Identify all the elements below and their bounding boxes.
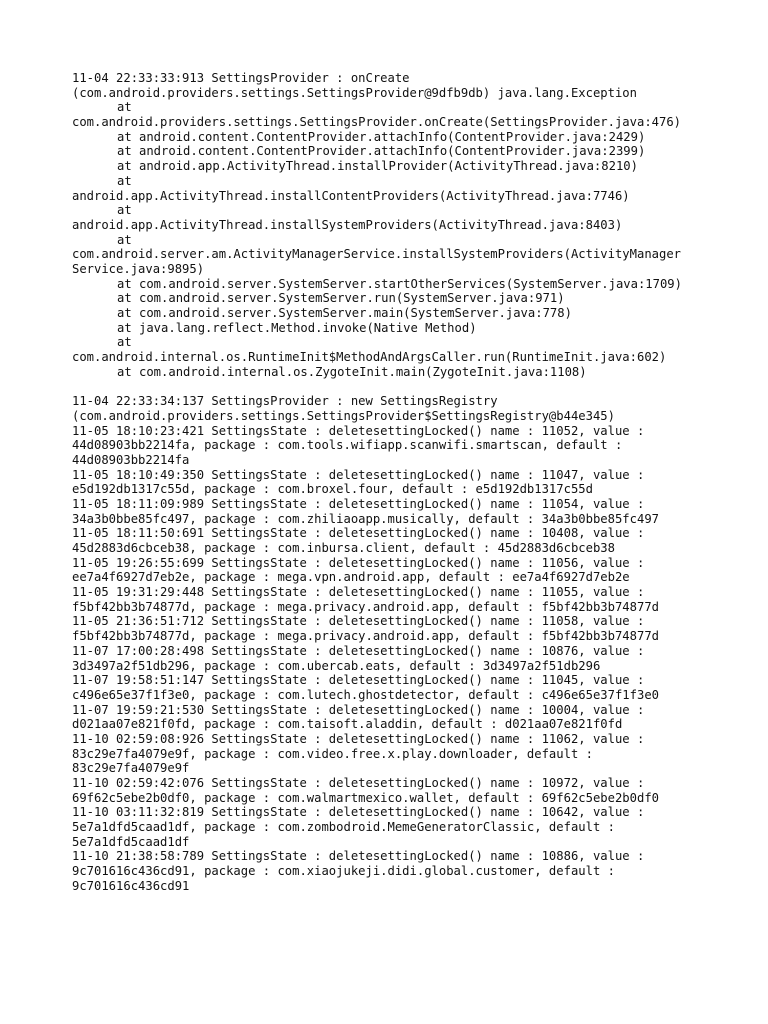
log-line: at com.android.server.SystemServer.main(SystemServer.java:778) (117, 306, 572, 320)
log-line: at (117, 232, 132, 247)
log-line: 5e7a1dfd5caad1df (72, 834, 190, 849)
log-line: d021aa07e821f0fd, package : com.taisoft.aladdin, default : d021aa07e821f0fd (72, 717, 623, 732)
log-line: 11-05 18:10:49:350 SettingsState : deletesettingLocked() name : 11047, value : (72, 467, 645, 482)
log-line: 11-07 19:59:21:530 SettingsState : deletesettingLocked() name : 10004, value : (72, 702, 645, 717)
log-line: (com.android.providers.settings.SettingsProvider@9dfb9db) java.lang.Exception (72, 85, 637, 100)
log-line: 11-10 03:11:32:819 SettingsState : deletesettingLocked() name : 10642, value : (72, 805, 645, 820)
log-line: 83c29e7fa4079e9f, package : com.video.free.x.play.downloader, default : (72, 746, 593, 761)
log-line: at (117, 335, 132, 350)
log-line: 11-07 17:00:28:498 SettingsState : deletesettingLocked() name : 10876, value : (72, 643, 645, 658)
log-line: 11-05 18:11:09:989 SettingsState : deletesettingLocked() name : 11054, value : (72, 496, 645, 511)
log-line: e5d192db1317c55d, package : com.broxel.four, default : e5d192db1317c55d (72, 482, 593, 497)
log-line: f5bf42bb3b74877d, package : mega.privacy.android.app, default : f5bf42bb3b74877d (72, 629, 659, 644)
log-line: c496e65e37f1f3e0, package : com.lutech.ghostdetector, default : c496e65e37f1f3e0 (72, 687, 659, 702)
log-line: com.android.internal.os.RuntimeInit$MethodAndArgsCaller.run(RuntimeInit.java:602) (72, 350, 667, 365)
log-line: 11-04 22:33:33:913 SettingsProvider : onCreate (72, 71, 410, 85)
log-line: 44d08903bb2214fa, package : com.tools.wifiapp.scanwifi.smartscan, default : (72, 438, 623, 453)
log-line: at android.content.ContentProvider.attachInfo(ContentProvider.java:2429) (117, 129, 646, 144)
log-line: com.android.providers.settings.SettingsProvider.onCreate(SettingsProvider.java:476) (72, 115, 682, 130)
log-line: android.app.ActivityThread.installContentProviders(ActivityThread.java:7746) (72, 188, 630, 203)
log-line: at (117, 100, 132, 115)
blank-line (72, 379, 712, 394)
log-line: at android.content.ContentProvider.attachInfo(ContentProvider.java:2399) (117, 144, 646, 159)
log-document (72, 71, 712, 894)
log-line: 83c29e7fa4079e9f (72, 761, 190, 776)
log-line: 11-05 21:36:51:712 SettingsState : deletesettingLocked() name : 11058, value : (72, 614, 645, 629)
log-line: 9c701616c436cd91 (72, 878, 190, 893)
log-line: com.android.server.am.ActivityManagerService.installSystemProviders(ActivityManager (72, 247, 682, 262)
log-line: at java.lang.reflect.Method.invoke(Native Method) (117, 320, 477, 335)
log-line: at com.android.internal.os.ZygoteInit.main(ZygoteInit.java:1108) (117, 364, 587, 379)
exception-stack-trace (72, 71, 712, 379)
log-line: f5bf42bb3b74877d, package : mega.privacy.android.app, default : f5bf42bb3b74877d (72, 599, 659, 614)
log-line: at (117, 173, 132, 188)
log-line: 44d08903bb2214fa (72, 452, 190, 467)
log-line: 34a3b0bbe85fc497, package : com.zhiliaoapp.musically, default : 34a3b0bbe85fc497 (72, 511, 659, 526)
log-line: at com.android.server.SystemServer.startOtherServices(SystemServer.java:1709) (117, 276, 682, 291)
log-line: 11-05 19:31:29:448 SettingsState : deletesettingLocked() name : 11055, value : (72, 585, 645, 600)
log-line: 9c701616c436cd91, package : com.xiaojukeji.didi.global.customer, default : (72, 864, 615, 879)
log-line: 69f62c5ebe2b0df0, package : com.walmartmexico.wallet, default : 69f62c5ebe2b0df0 (72, 790, 659, 805)
log-line: 3d3497a2f51db296, package : com.ubercab.eats, default : 3d3497a2f51db296 (72, 658, 601, 673)
settings-state-log (72, 394, 712, 893)
log-line: at (117, 203, 132, 218)
log-line: 11-05 18:11:50:691 SettingsState : deletesettingLocked() name : 10408, value : (72, 526, 645, 541)
log-line: 11-10 21:38:58:789 SettingsState : deletesettingLocked() name : 10886, value : (72, 849, 645, 864)
log-line: 11-10 02:59:08:926 SettingsState : deletesettingLocked() name : 11062, value : (72, 731, 645, 746)
log-line: 11-05 19:26:55:699 SettingsState : deletesettingLocked() name : 11056, value : (72, 555, 645, 570)
log-line: 5e7a1dfd5caad1df, package : com.zombodroid.MemeGeneratorClassic, default : (72, 820, 615, 835)
log-line: 45d2883d6cbceb38, package : com.inbursa.client, default : 45d2883d6cbceb38 (72, 541, 615, 555)
log-line: 11-07 19:58:51:147 SettingsState : deletesettingLocked() name : 11045, value : (72, 673, 645, 688)
log-line: 11-10 02:59:42:076 SettingsState : deletesettingLocked() name : 10972, value : (72, 776, 645, 790)
log-line: ee7a4f6927d7eb2e, package : mega.vpn.android.app, default : ee7a4f6927d7eb2e (72, 570, 630, 585)
log-line: Service.java:9895) (72, 261, 205, 276)
log-line: 11-05 18:10:23:421 SettingsState : deletesettingLocked() name : 11052, value : (72, 423, 645, 438)
log-line: at com.android.server.SystemServer.run(SystemServer.java:971) (117, 291, 565, 306)
log-line: 11-04 22:33:34:137 SettingsProvider : new SettingsRegistry (72, 394, 498, 409)
log-line: (com.android.providers.settings.SettingsProvider$SettingsRegistry@b44e345) (72, 408, 615, 423)
log-line: android.app.ActivityThread.installSystemProviders(ActivityThread.java:8403) (72, 217, 623, 232)
log-line: at android.app.ActivityThread.installProvider(ActivityThread.java:8210) (117, 159, 638, 174)
